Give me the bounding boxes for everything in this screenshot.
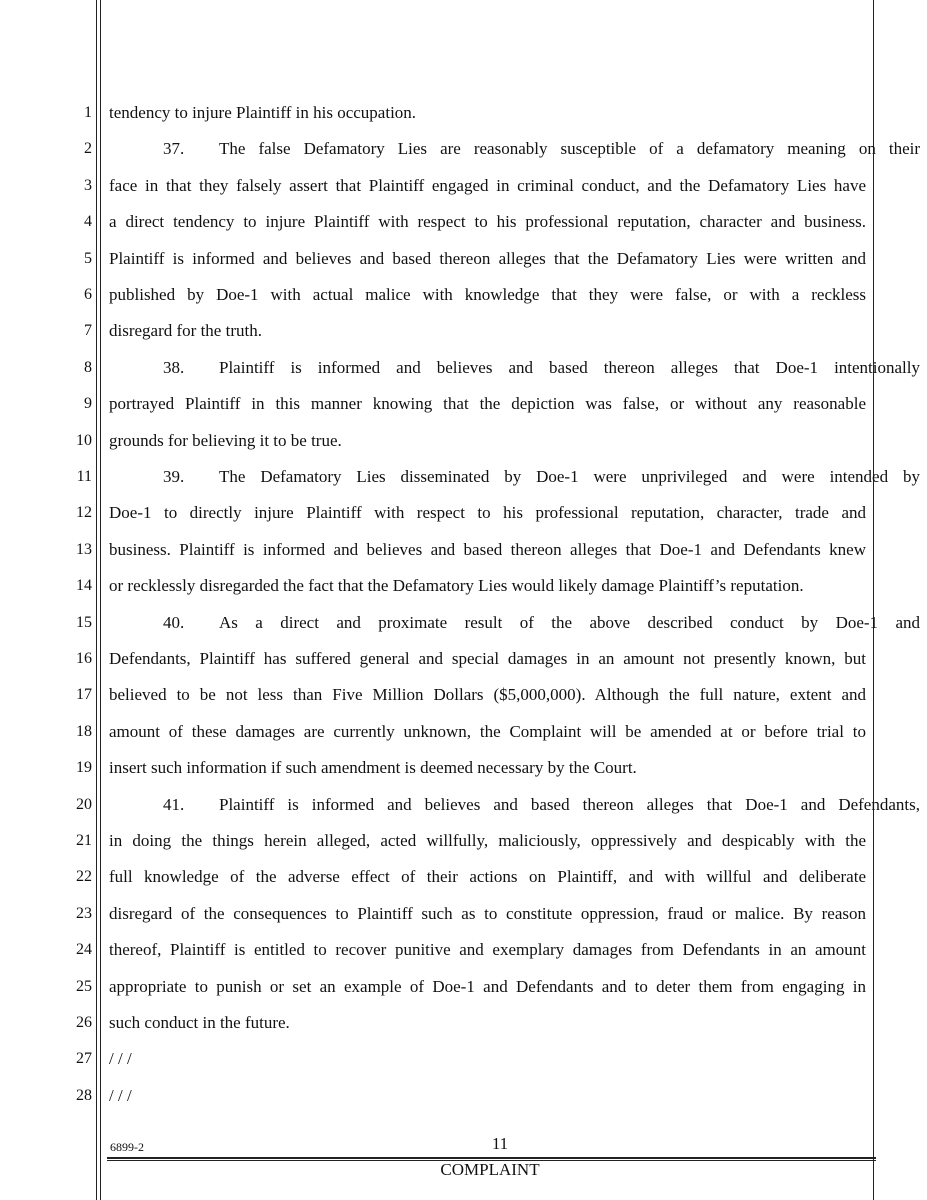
line-number: 4	[84, 213, 92, 230]
line-text: Plaintiff is informed and believes and based thereon alleges that Doe-1 intentionally	[219, 358, 920, 377]
line-text: / / /	[109, 1049, 132, 1068]
line-number: 1	[84, 104, 92, 121]
line-number: 23	[76, 905, 92, 922]
line-number: 6	[84, 286, 92, 303]
paragraph-first-line	[109, 139, 920, 159]
line-text: published by Doe-1 with actual malice with knowledge that they were false, or with a reckless	[109, 285, 866, 304]
line-number: 19	[76, 759, 92, 776]
text-line	[109, 394, 866, 414]
text-line	[109, 867, 866, 887]
line-text: As a direct and proximate result of the above described conduct by Doe-1 and	[219, 613, 920, 632]
line-number: 7	[84, 322, 92, 339]
line-number: 24	[76, 941, 92, 958]
line-text: insert such information if such amendment is deemed necessary by the Court.	[109, 758, 637, 777]
line-number: 21	[76, 832, 92, 849]
line-text: such conduct in the future.	[109, 1013, 290, 1032]
paragraph-first-line	[109, 795, 920, 815]
paragraph-number: 38.	[163, 358, 185, 377]
line-text: believed to be not less than Five Million Dollars ($5,000,000). Although the full nature, extent and	[109, 685, 866, 704]
paragraph-first-line	[109, 467, 920, 487]
line-text: Doe-1 to directly injure Plaintiff with respect to his professional reputation, character, trade and	[109, 503, 866, 522]
line-number: 27	[76, 1050, 92, 1067]
line-text: appropriate to punish or set an example of Doe-1 and Defendants and to deter them from engaging in	[109, 977, 866, 996]
line-number: 25	[76, 978, 92, 995]
page-number: 11	[491, 1134, 509, 1153]
text-line	[109, 321, 866, 341]
line-text: or recklessly disregarded the fact that the Defamatory Lies would likely damage Plaintiff’s reputation.	[109, 576, 804, 595]
line-text: amount of these damages are currently unknown, the Complaint will be amended at or before trial to	[109, 722, 866, 741]
line-text: / / /	[109, 1086, 132, 1105]
text-line	[109, 249, 866, 269]
document-code: 6899-2	[110, 1140, 144, 1154]
line-text: full knowledge of the adverse effect of their actions on Plaintiff, and with willful and deliberate	[109, 867, 866, 886]
line-number: 26	[76, 1014, 92, 1031]
line-number: 12	[76, 504, 92, 521]
line-number: 16	[76, 650, 92, 667]
line-text: disregard of the consequences to Plaintiff such as to constitute oppression, fraud or malice. By reason	[109, 904, 866, 923]
text-line	[109, 503, 866, 523]
text-line	[109, 758, 866, 778]
paragraph-number: 37.	[163, 139, 185, 158]
line-text: face in that they falsely assert that Plaintiff engaged in criminal conduct, and the Defamatory Lies have	[109, 176, 866, 195]
line-text: portrayed Plaintiff in this manner knowing that the depiction was false, or without any reasonable	[109, 394, 866, 413]
text-line	[109, 576, 866, 596]
paragraph-first-line	[109, 358, 920, 378]
line-text: thereof, Plaintiff is entitled to recover punitive and exemplary damages from Defendants in an amount	[109, 940, 866, 959]
text-line	[109, 649, 866, 669]
line-text: Defendants, Plaintiff has suffered general and special damages in an amount not presently known, but	[109, 649, 866, 668]
line-number: 17	[76, 686, 92, 703]
text-line	[109, 285, 866, 305]
line-number: 15	[76, 614, 92, 631]
line-number: 18	[76, 723, 92, 740]
left-margin-rule-inner	[100, 0, 101, 1200]
line-text: business. Plaintiff is informed and believes and based thereon alleges that Doe-1 and Defendants knew	[109, 540, 866, 559]
footer-rule-thick	[107, 1157, 876, 1159]
paragraph-number: 40.	[163, 613, 185, 632]
paragraph-number: 41.	[163, 795, 185, 814]
line-number: 11	[76, 468, 92, 485]
line-text: in doing the things herein alleged, acted willfully, maliciously, oppressively and despicably with the	[109, 831, 866, 850]
line-text: Plaintiff is informed and believes and based thereon alleges that Doe-1 and Defendants,	[219, 795, 920, 814]
line-text: Plaintiff is informed and believes and based thereon alleges that the Defamatory Lies were written and	[109, 249, 866, 268]
line-number: 14	[76, 577, 92, 594]
text-line	[109, 977, 866, 997]
line-number: 2	[84, 140, 92, 157]
line-number: 22	[76, 868, 92, 885]
right-margin-rule	[873, 0, 874, 1200]
text-line	[109, 540, 866, 560]
text-line	[109, 904, 866, 924]
text-line	[109, 685, 866, 705]
line-number: 13	[76, 541, 92, 558]
line-text: The false Defamatory Lies are reasonably susceptible of a defamatory meaning on their	[219, 139, 920, 158]
line-number: 3	[84, 177, 92, 194]
line-number: 28	[76, 1087, 92, 1104]
line-text: disregard for the truth.	[109, 321, 262, 340]
line-text: tendency to injure Plaintiff in his occupation.	[109, 103, 417, 122]
line-number: 10	[76, 432, 92, 449]
text-line	[109, 940, 866, 960]
text-line	[109, 1013, 866, 1033]
line-number: 8	[84, 359, 92, 376]
line-number: 5	[84, 250, 92, 267]
text-line	[109, 103, 866, 123]
text-line	[109, 176, 866, 196]
line-text: grounds for believing it to be true.	[109, 431, 342, 450]
text-line	[109, 1086, 866, 1106]
paragraph-number: 39.	[163, 467, 185, 486]
text-line	[109, 1049, 866, 1069]
left-margin-rule-outer	[96, 0, 97, 1200]
text-line	[109, 831, 866, 851]
line-text: a direct tendency to injure Plaintiff with respect to his professional reputation, character and business.	[109, 212, 866, 231]
paragraph-first-line	[109, 613, 920, 633]
text-line	[109, 722, 866, 742]
document-title: COMPLAINT	[440, 1160, 540, 1179]
text-line	[109, 212, 866, 232]
text-line	[109, 431, 866, 451]
line-number: 20	[76, 796, 92, 813]
line-number: 9	[84, 395, 92, 412]
line-text: The Defamatory Lies disseminated by Doe-1 were unprivileged and were intended by	[219, 467, 920, 486]
